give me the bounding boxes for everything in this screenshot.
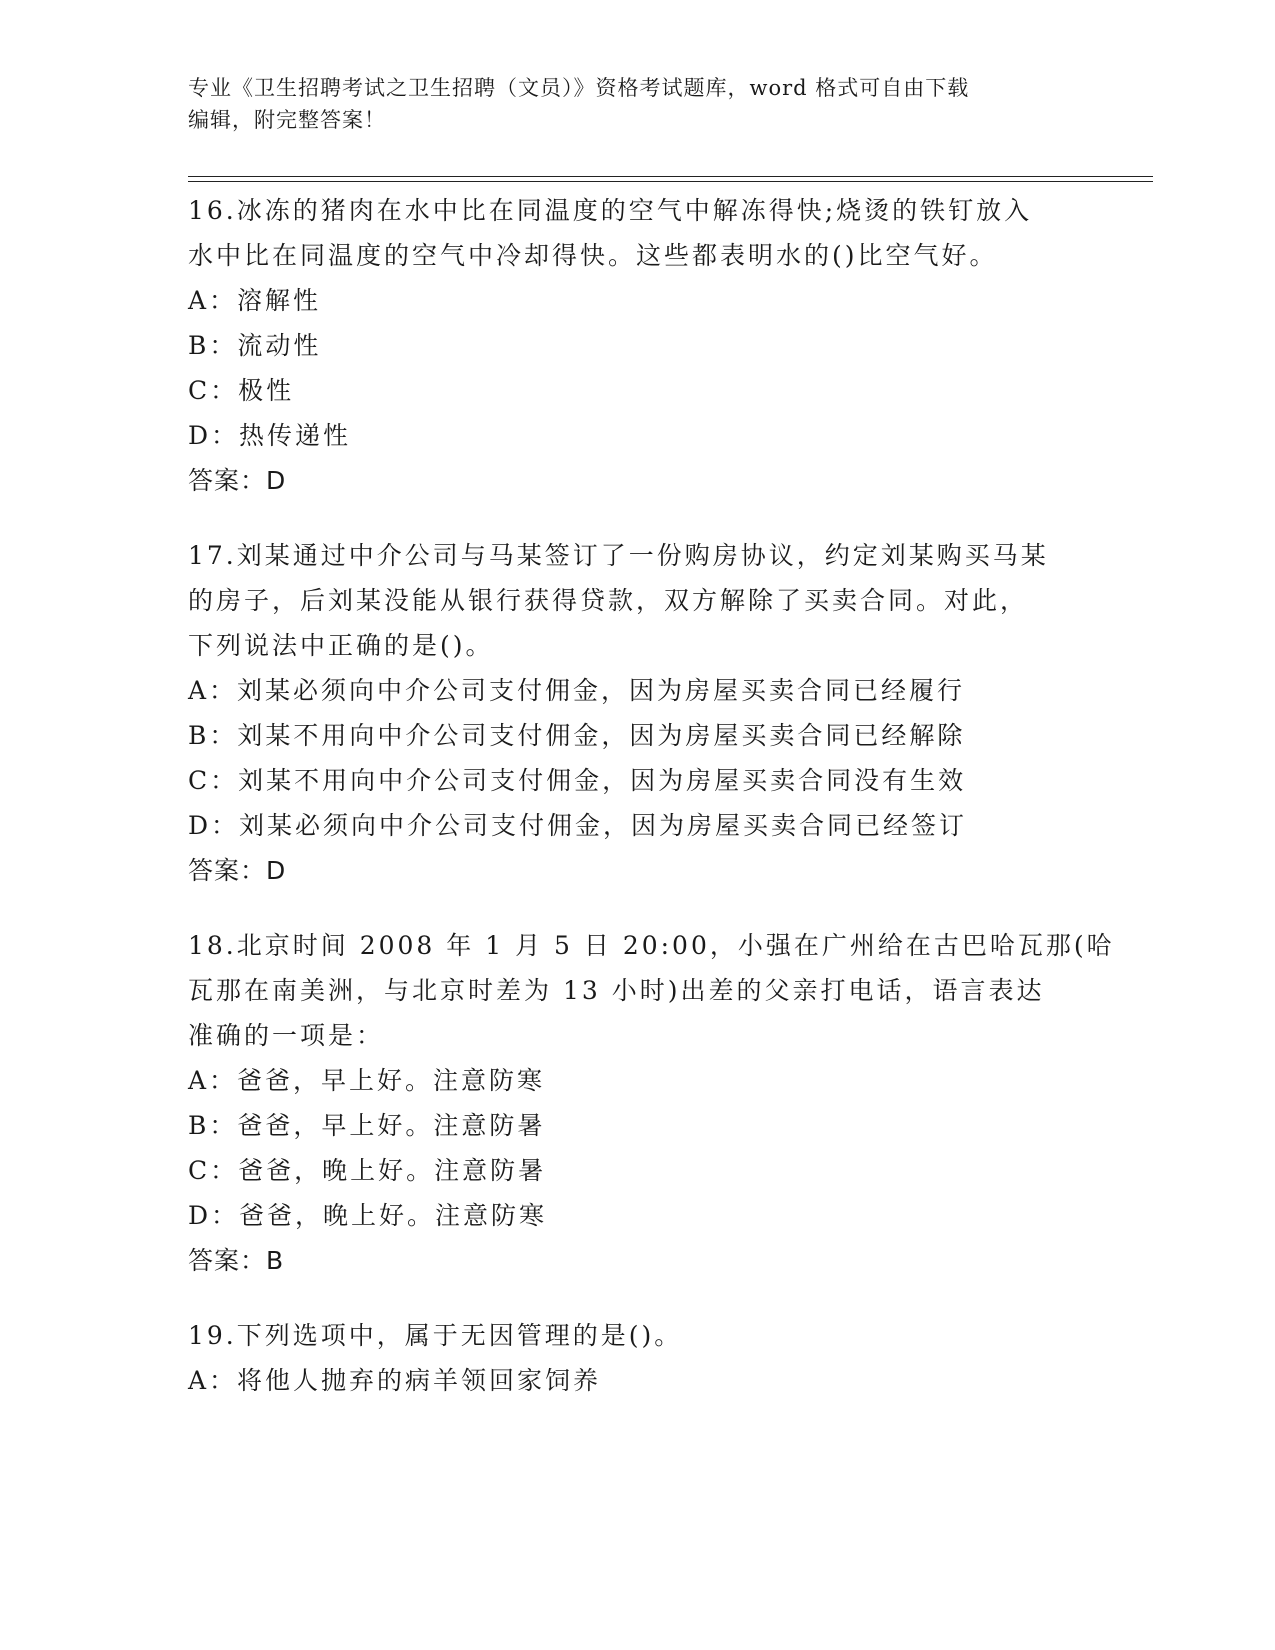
option-d: D：刘某必须向中介公司支付佣金，因为房屋买卖合同已经签订 xyxy=(188,811,968,840)
question-stem xyxy=(188,533,1088,668)
option-list xyxy=(188,668,1088,848)
option-b: B：流动性 xyxy=(188,331,322,360)
answer-line: 答案：D xyxy=(188,856,287,885)
answer-line: 答案：D xyxy=(188,466,287,495)
question-line: 18.北京时间 2008 年 1 月 5 日 20:00，小强在广州给在古巴哈瓦那(哈 xyxy=(188,931,1115,960)
option-a: A：刘某必须向中介公司支付佣金，因为房屋买卖合同已经履行 xyxy=(188,676,966,705)
header-line: 编辑，附完整答案！ xyxy=(188,108,386,132)
option-list xyxy=(188,1058,1088,1238)
question-list xyxy=(188,188,1115,1433)
header-line: 专业《卫生招聘考试之卫生招聘（文员）》资格考试题库，word 格式可自由下载 xyxy=(188,76,970,100)
option-b: B：爸爸，早上好。注意防暑 xyxy=(188,1111,546,1140)
question-17 xyxy=(188,533,1088,893)
question-line: 水中比在同温度的空气中冷却得快。这些都表明水的()比空气好。 xyxy=(188,241,998,270)
header-divider xyxy=(188,176,1153,177)
option-c: C：极性 xyxy=(188,376,295,405)
answer-line: 答案：B xyxy=(188,1246,285,1275)
question-line: 准确的一项是： xyxy=(188,1021,385,1050)
question-line: 瓦那在南美洲，与北京时差为 13 小时)出差的父亲打电话，语言表达 xyxy=(188,976,1045,1005)
question-18 xyxy=(188,923,1115,1283)
question-16 xyxy=(188,188,1088,503)
question-19 xyxy=(188,1313,1088,1403)
header-divider xyxy=(188,181,1153,182)
option-b: B：刘某不用向中介公司支付佣金，因为房屋买卖合同已经解除 xyxy=(188,721,966,750)
question-line: 的房子，后刘某没能从银行获得贷款，双方解除了买卖合同。对此， xyxy=(188,586,1029,615)
option-d: D：爸爸，晚上好。注意防寒 xyxy=(188,1201,548,1230)
question-line: 16.冰冻的猪肉在水中比在同温度的空气中解冻得快;烧烫的铁钉放入 xyxy=(188,196,1033,225)
document-header xyxy=(188,72,1088,136)
option-a: A：溶解性 xyxy=(188,286,322,315)
option-list xyxy=(188,1358,1088,1403)
option-list xyxy=(188,278,1088,458)
option-a: A：爸爸，早上好。注意防寒 xyxy=(188,1066,546,1095)
question-stem xyxy=(188,188,1088,278)
option-d: D：热传递性 xyxy=(188,421,352,450)
option-a: A：将他人抛弃的病羊领回家饲养 xyxy=(188,1366,602,1395)
question-stem xyxy=(188,923,1115,1058)
question-line: 下列说法中正确的是()。 xyxy=(188,631,494,660)
option-c: C：爸爸，晚上好。注意防暑 xyxy=(188,1156,547,1185)
option-c: C：刘某不用向中介公司支付佣金，因为房屋买卖合同没有生效 xyxy=(188,766,967,795)
question-stem xyxy=(188,1313,1088,1358)
question-line: 17.刘某通过中介公司与马某签订了一份购房协议，约定刘某购买马某 xyxy=(188,541,1049,570)
question-line: 19.下列选项中，属于无因管理的是()。 xyxy=(188,1321,683,1350)
